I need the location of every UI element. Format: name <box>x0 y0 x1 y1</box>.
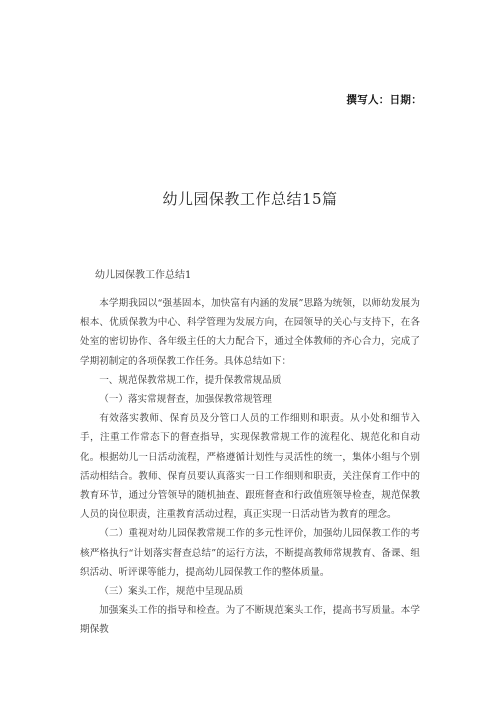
section-heading-1: 一、规范保教常规工作，提升保教常规品质 <box>99 374 282 386</box>
body-paragraph-1: 有效落实教师、保育员及分管口人员的工作细则和职责。从小处和细节入手，注重工作常态下的督查指导，实现保教常规工作的流程化、规范化和自动化。根据幼儿一日活动流程，严格遵循计划性与灵活性的统一，集体小组与个别活动相结合。教师、保育员要认真落实一日工作细则和职责，关注保育工作中的教育环节，通过分管领导的随机抽查、跟班督查和行政值班领导检查，规范保教人员的岗位职责，注重教育活动过程，真正实现一日活动皆为教育的理念。 <box>80 413 420 521</box>
subsection-heading-3: （三）案头工作，规范中呈现品质 <box>99 586 244 598</box>
subsection-heading-1: （一）落实常规督查，加强保教常规管理 <box>99 394 272 406</box>
author-date-line: 撰写人：日期： <box>346 94 422 106</box>
document-title: 幼儿园保教工作总结15篇 <box>162 190 338 208</box>
document-body <box>80 294 420 640</box>
intro-paragraph: 本学期我园以“强基固本，加快富有内涵的发展”思路为统领，以师幼发展为根本、优质保教为中心、科学管理为发展方向，在园领导的关心与支持下，在各处室的密切协作、各年级主任的大力配合下，通过全体教师的齐心合力，完成了学期初制定的各项保教工作任务。具体总结如下： <box>80 298 420 367</box>
section-subtitle: 幼儿园保教工作总结1 <box>95 270 192 281</box>
body-paragraph-3: 加强案头工作的指导和检查。为了不断规范案头工作，提高书写质量。本学期保教 <box>80 605 420 636</box>
body-paragraph-2: （二）重视对幼儿园保教常规工作的多元性评价，加强幼儿园保教工作的考核严格执行“计划落实督查总结”的运行方法，不断提高教师常规教育、备课、组织活动、听评课等能力，提高幼儿园保教工作的整体质量。 <box>80 528 420 578</box>
